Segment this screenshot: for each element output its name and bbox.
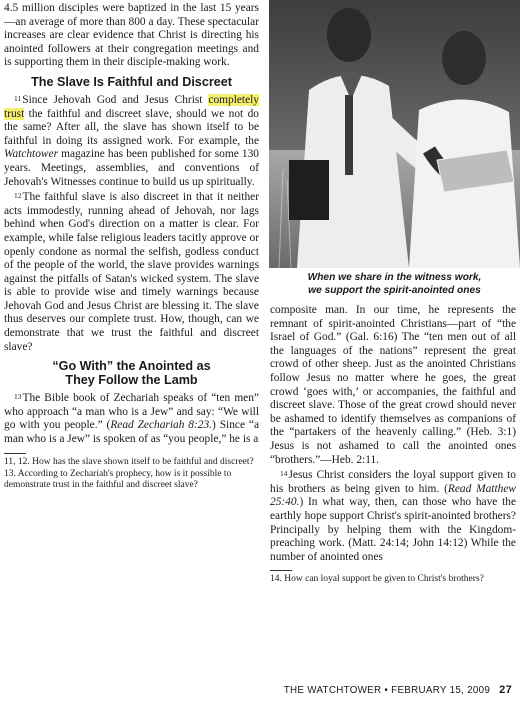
question-divider: [4, 453, 26, 454]
highlighted-text: completely trust: [4, 93, 259, 120]
paragraph-12: [4, 189, 259, 354]
scripture-reference: Read Zechariah 8:23.: [110, 419, 213, 432]
paragraph-14: [270, 467, 516, 564]
paragraph-number: 13: [14, 392, 22, 402]
photo-two-men-outdoors: [269, 0, 520, 268]
paragraph-intro: 4.5 million disciples were baptized in the last 15 years—an average of more than 800 a day. These spectacular increases are clear evidence that Christ is directing his anointed followers at their congregation meetings and is supporting them in their disciple-making work.: [4, 2, 259, 69]
paragraph-text: The faithful slave is also discreet in that it neither acts immodestly, running ahead of Jehovah, nor lags behind when God's direction on a matter is clear. For example, while false religious leaders tacitly approve or openly condone as normal the selfish, godless conduct of the people of the world, the slave provides warnings against the pitfalls of Satan's wicked system. The slave is able to provide wise and timely warnings because Jehovah God and Jesus Christ are blessing it. The slave thus deserves our complete trust. How, though, can we demonstrate that we trust the faithful and discreet slave?: [4, 191, 259, 353]
footer-bullet: •: [384, 685, 389, 696]
page-number: 27: [499, 684, 512, 696]
subheading-line: “Go With” the Anointed as: [52, 359, 211, 374]
paragraph-11: [4, 92, 259, 189]
paragraph-text: Jesus Christ considers the loyal support given to his brothers as being given to him. (: [270, 469, 516, 495]
scripture-reference: Read Matthew 25:40.: [270, 482, 516, 509]
paragraph-number: 11: [14, 93, 22, 103]
study-question: 13. According to Zechariah's prophecy, how is it possible to demonstrate trust in the faithful and discreet slave?: [4, 468, 232, 491]
magazine-name: THE WATCHTOWER: [283, 685, 382, 696]
paragraph-13-continued: composite man. In our time, he represents the remnant of spirit-anointed Christians—part of “the Israel of God.” (Gal. 6:16) The “ten men out of all the languages of the nations” represent the great crowd of other sheep. Just as the anointed Christians follow Jesus no matter where he goes, the great crowd ‘goes with,’ or accompanies, the faithful and discreet slave. Those of the great crowd should never be ashamed to identify themselves as companions of the “partakers of the heavenly calling.” (Heb. 3:1) Jesus is not ashamed to call the anointed ones “brothers.”—Heb. 2:11.: [270, 304, 516, 466]
question-divider: [270, 570, 292, 571]
paragraph-number: 12: [14, 191, 22, 201]
subheading-line: They Follow the Lamb: [65, 373, 198, 388]
study-question: 11, 12. How has the slave shown itself to be faithful and discreet?: [4, 456, 254, 467]
paragraph-text: Since Jehovah God and Jesus Christ: [22, 93, 209, 106]
left-column: [4, 2, 259, 493]
caption-line: When we share in the witness work,: [307, 272, 482, 283]
photo-caption: [269, 272, 520, 297]
paragraph-text: ) In what way, then, can those who have the earthly hope support Christ's spirit-anointed brothers? Principally by helping them with the Kingdom-preaching work. (Matt. 24:14; John 14:12) While the number of anointed ones: [270, 496, 516, 563]
subheading-faithful-discreet: The Slave Is Faithful and Discreet: [31, 74, 232, 89]
page-footer: [284, 684, 512, 696]
italic-title: Watchtower: [4, 148, 58, 161]
paragraph-text: The Bible book of Zechariah speaks of “ten men” who approach “a man who is a Jew” and say: “We will go with you people.” (: [4, 392, 259, 432]
paragraph-text: the faithful and discreet slave, should we not do the same? After all, the slave has shown itself to be faithful in doing its assigned work. For example, the: [4, 107, 259, 147]
paragraph-text: magazine has been published for some 130 years. Meetings, assemblies, and conventions of Jehovah's Witnesses continue to build us up spiritually.: [4, 148, 259, 188]
issue-date: FEBRUARY 15, 2009: [391, 685, 491, 696]
caption-line: we support the spirit-anointed ones: [308, 284, 481, 296]
paragraph-text: ) Since “a man who is a Jew” is spoken of as “you people,” he is a: [4, 419, 259, 446]
subheading-go-with-anointed: [4, 359, 259, 387]
paragraph-13: [4, 390, 259, 446]
paragraph-number: 14: [280, 469, 288, 479]
right-column: [270, 304, 516, 587]
photo-illustration: [269, 0, 520, 268]
study-question: 14. How can loyal support be given to Christ's brothers?: [270, 574, 484, 585]
